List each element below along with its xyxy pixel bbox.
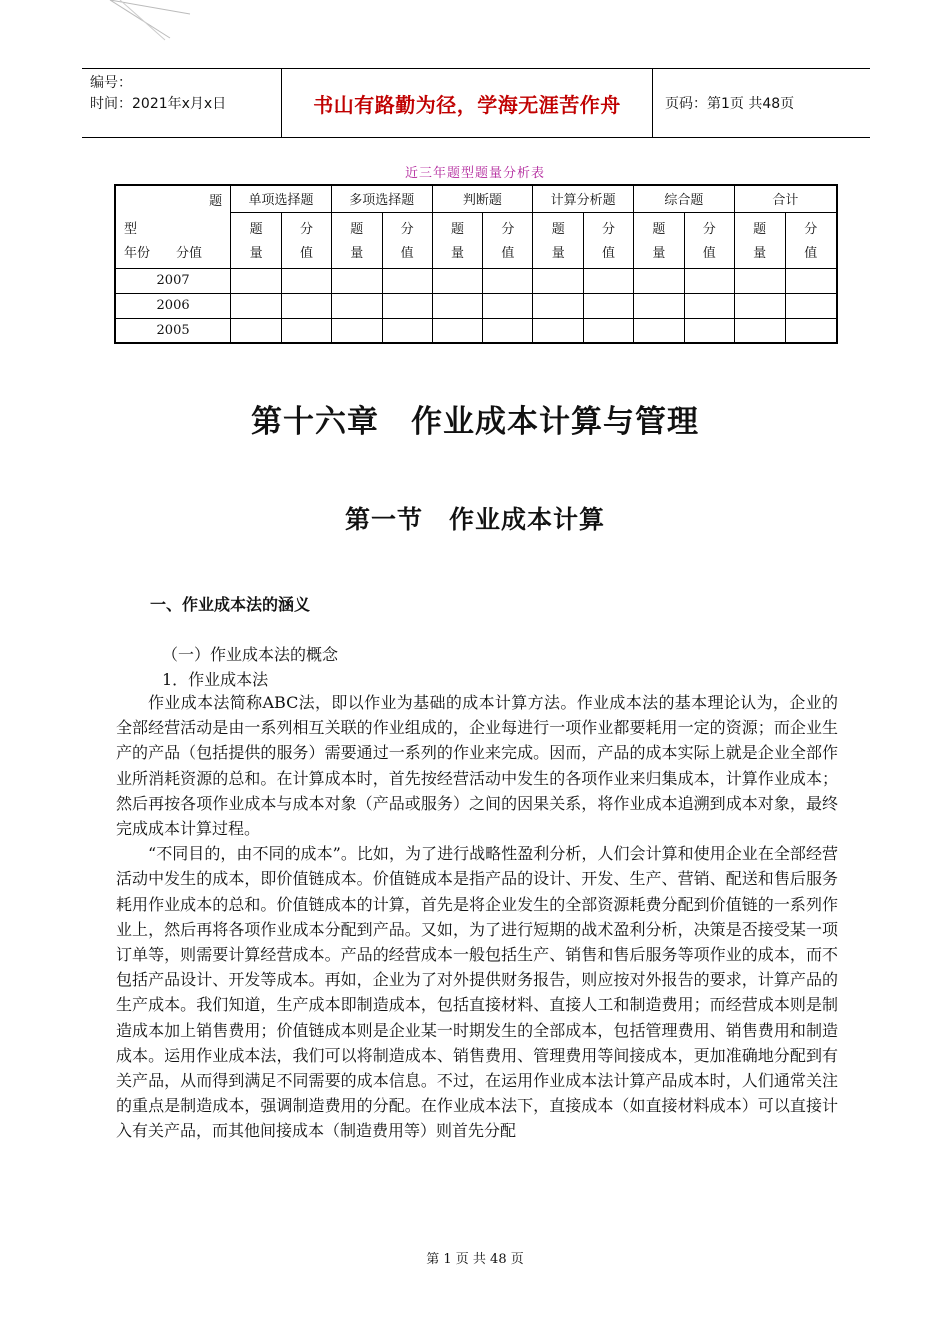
table-corner-cell (115, 185, 231, 268)
group-header: 计算分析题 (533, 185, 634, 212)
sub-header-score: 分 值 (483, 212, 533, 268)
header-meta (82, 69, 282, 137)
data-cell (432, 293, 483, 318)
sub-header-score: 分 值 (785, 212, 837, 268)
group-header: 综合题 (633, 185, 734, 212)
header-motto: 书山有路勤为径，学海无涯苦作舟 (282, 69, 653, 137)
group-header: 多项选择题 (331, 185, 432, 212)
sub-header-count: 题 量 (533, 212, 584, 268)
data-cell (684, 318, 734, 343)
heading-1: 一、作业成本法的涵义 (150, 595, 311, 614)
data-cell (331, 293, 382, 318)
sub-heading-2: 1．作业成本法 (162, 670, 269, 689)
paragraph: “不同目的，由不同的成本”。比如，为了进行战略性盈利分析，人们会计算和使用企业在全部经营活动中发生的成本，即价值链成本。价值链成本是指产品的设计、开发、生产、营销、配送和售后服务耗用作业成本的总和。价值链成本的计算，首先是将企业发生的全部资源耗费分配到价值链的一系列作业上，然后再将各项作业成本分配到产品。又如，为了进行短期的战术盈利分析，决策是否接受某一项订单等，则需要计算经营成本。产品的经营成本一般包括生产、销售和售后服务等项作业的成本，而不包括产品设计、开发等成本。再如，企业为了对外提供财务报告，则应按对外报告的要求，计算产品的生产成本。我们知道，生产成本即制造成本，包括直接材料、直接人工和制造费用；而经营成本则是制造成本加上销售费用；价值链成本则是企业某一时期发生的全部成本，包括管理费用、销售费用和制造成本。运用作业成本法，我们可以将制造成本、销售费用、管理费用等间接成本，更加准确地分配到有关产品，从而得到满足不同需要的成本信息。不过，在运用作业成本法计算产品成本时，人们通常关注的重点是制造成本，强调制造费用的分配。在作业成本法下，直接成本（如直接材料成本）可以直接计入有关产品，而其他间接成本（制造费用等）则首先分配 (116, 844, 838, 1141)
year-cell: 2005 (115, 318, 231, 343)
data-cell (483, 268, 533, 293)
page-corner-lines (0, 0, 200, 50)
sub-header-count: 题 量 (633, 212, 684, 268)
corner-text-xing: 型 (124, 222, 138, 237)
table-row (115, 268, 837, 293)
sub-heading-1: （一）作业成本法的概念 (162, 645, 339, 664)
data-cell (785, 318, 837, 343)
data-cell (231, 293, 282, 318)
data-cell (633, 293, 684, 318)
section-title: 第一节 作业成本计算 (344, 505, 605, 534)
data-cell (331, 318, 382, 343)
data-cell (734, 268, 785, 293)
group-header: 判断题 (432, 185, 533, 212)
page-header (82, 68, 870, 138)
data-cell (533, 293, 584, 318)
data-cell (432, 268, 483, 293)
corner-text-score: 分值 (176, 246, 203, 261)
data-cell (684, 293, 734, 318)
data-cell (584, 293, 634, 318)
time-label: 时间：2021年x月x日 (90, 96, 227, 112)
number-label: 编号： (90, 75, 132, 91)
data-cell (483, 318, 533, 343)
sub-header-score: 分 值 (382, 212, 432, 268)
data-cell (382, 293, 432, 318)
sub-header-score: 分 值 (282, 212, 332, 268)
data-cell (684, 268, 734, 293)
data-cell (282, 268, 332, 293)
sub-header-score: 分 值 (584, 212, 634, 268)
sub-header-count: 题 量 (432, 212, 483, 268)
data-cell (231, 268, 282, 293)
question-stats-table (114, 184, 838, 344)
chapter-title: 第十六章 作业成本计算与管理 (251, 404, 699, 440)
header-page-label: 页码：第1页 共48页 (665, 96, 795, 112)
data-cell (483, 293, 533, 318)
data-cell (533, 318, 584, 343)
data-cell (633, 318, 684, 343)
sub-header-count: 题 量 (331, 212, 382, 268)
group-header: 单项选择题 (231, 185, 332, 212)
data-cell (584, 318, 634, 343)
sub-header-count: 题 量 (734, 212, 785, 268)
data-cell (533, 268, 584, 293)
data-cell (734, 293, 785, 318)
corner-text-year: 年份 (124, 246, 151, 261)
body-text (116, 690, 838, 1144)
table-title: 近三年题型题量分析表 (404, 166, 545, 181)
data-cell (331, 268, 382, 293)
sub-header-count: 题 量 (231, 212, 282, 268)
year-cell: 2006 (115, 293, 231, 318)
year-cell: 2007 (115, 268, 231, 293)
sub-header-score: 分 值 (684, 212, 734, 268)
data-cell (432, 318, 483, 343)
paragraph: 作业成本法简称ABC法，即以作业为基础的成本计算方法。作业成本法的基本理论认为，企业的全部经营活动是由一系列相互关联的作业组成的，企业每进行一项作业都要耗用一定的资源；而企业生产的产品（包括提供的服务）需要通过一系列的作业来完成。因而，产品的成本实际上就是企业全部作业所消耗资源的总和。在计算成本时，首先按经营活动中发生的各项作业来归集成本，计算作业成本；然后再按各项作业成本与成本对象（产品或服务）之间的因果关系，将作业成本追溯到成本对象，最终完成成本计算过程。 (116, 693, 838, 839)
data-cell (282, 293, 332, 318)
data-cell (633, 268, 684, 293)
table-row (115, 318, 837, 343)
data-cell (584, 268, 634, 293)
corner-text-ti: 题 (209, 194, 223, 209)
data-cell (382, 318, 432, 343)
data-cell (282, 318, 332, 343)
data-cell (785, 293, 837, 318)
table-row (115, 293, 837, 318)
page-footer: 第 1 页 共 48 页 (426, 1252, 524, 1267)
data-cell (231, 318, 282, 343)
data-cell (382, 268, 432, 293)
group-header: 合计 (734, 185, 837, 212)
data-cell (734, 318, 785, 343)
data-cell (785, 268, 837, 293)
